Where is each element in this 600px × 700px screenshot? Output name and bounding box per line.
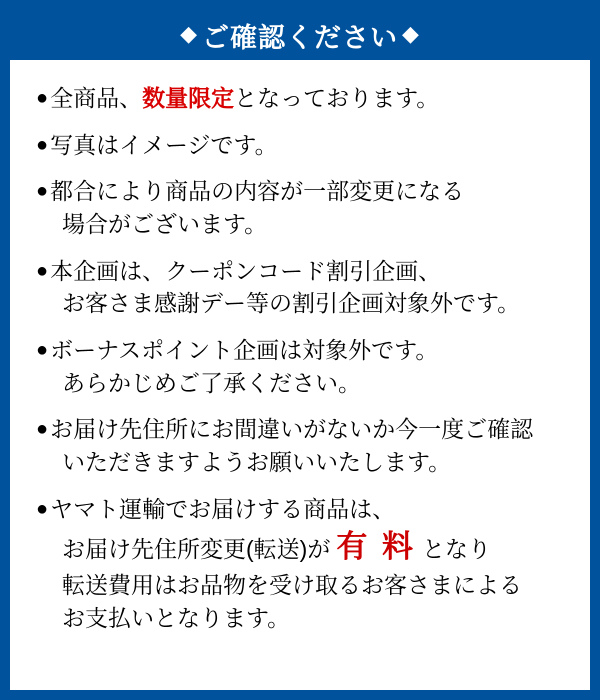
poster-header (10, 10, 590, 60)
notice-text: となっております。 (234, 85, 440, 111)
notice-text: 写真はイメージです。 (50, 131, 278, 158)
notice-line (36, 493, 568, 526)
notice-text: お届け先住所変更(転送)が (62, 536, 331, 563)
bullet-icon: ● (36, 338, 49, 361)
notice-line (36, 602, 568, 635)
notice-text: あらかじめご了承ください。 (62, 369, 361, 396)
notice-line (36, 334, 568, 367)
diamond-right-icon: ◆ (402, 21, 420, 46)
highlighted-text: 数量限定 (142, 85, 235, 111)
bullet-icon: ● (36, 497, 49, 520)
notice-item (36, 129, 568, 162)
notice-line (36, 525, 568, 569)
notice-item (36, 493, 568, 635)
notice-text: お支払いとなります。 (62, 604, 291, 631)
notice-text: 本企画は、クーポンコード割引企画、 (50, 257, 442, 284)
page-title: ご確認ください (202, 22, 398, 53)
notice-item (36, 413, 568, 478)
notice-line (36, 129, 568, 162)
notice-item (36, 175, 568, 240)
notice-list (10, 60, 590, 635)
notice-text: ボーナスポイント企画は対象外です。 (50, 336, 439, 363)
notice-line (36, 367, 568, 400)
notice-line (36, 287, 568, 320)
bullet-icon: ● (36, 87, 49, 109)
bullet-icon: ● (36, 259, 49, 282)
notice-line (36, 569, 568, 602)
notice-line (36, 82, 568, 115)
notice-text: お客さま感謝デー等の割引企画対象外です。 (62, 290, 521, 317)
notice-item (36, 255, 568, 320)
notice-line (36, 413, 568, 446)
diamond-left-icon: ◆ (180, 21, 198, 46)
notice-line (36, 255, 568, 288)
bullet-icon: ● (36, 133, 49, 156)
notice-text: ヤマト運輸でお届けする商品は、 (50, 495, 396, 522)
notice-text: お届け先住所にお間違いがないか今一度ご確認 (50, 416, 534, 443)
notice-text: となり (421, 536, 491, 563)
notice-line (36, 446, 568, 479)
notice-text: 全商品、 (50, 85, 143, 111)
notice-text: いただきますようお願いいたします。 (62, 448, 452, 475)
notice-text: 場合がございます。 (62, 210, 268, 237)
notice-line (36, 175, 568, 208)
notice-item (36, 334, 568, 399)
bullet-icon: ● (36, 418, 49, 441)
notice-text: 都合により商品の内容が一部変更になる (50, 178, 465, 205)
emphasis-text: 有 料 (336, 529, 416, 565)
bullet-icon: ● (36, 180, 49, 203)
notice-line (36, 208, 568, 241)
notice-text: 転送費用はお品物を受け取るお客さまによる (62, 572, 522, 599)
notice-item (36, 82, 568, 115)
